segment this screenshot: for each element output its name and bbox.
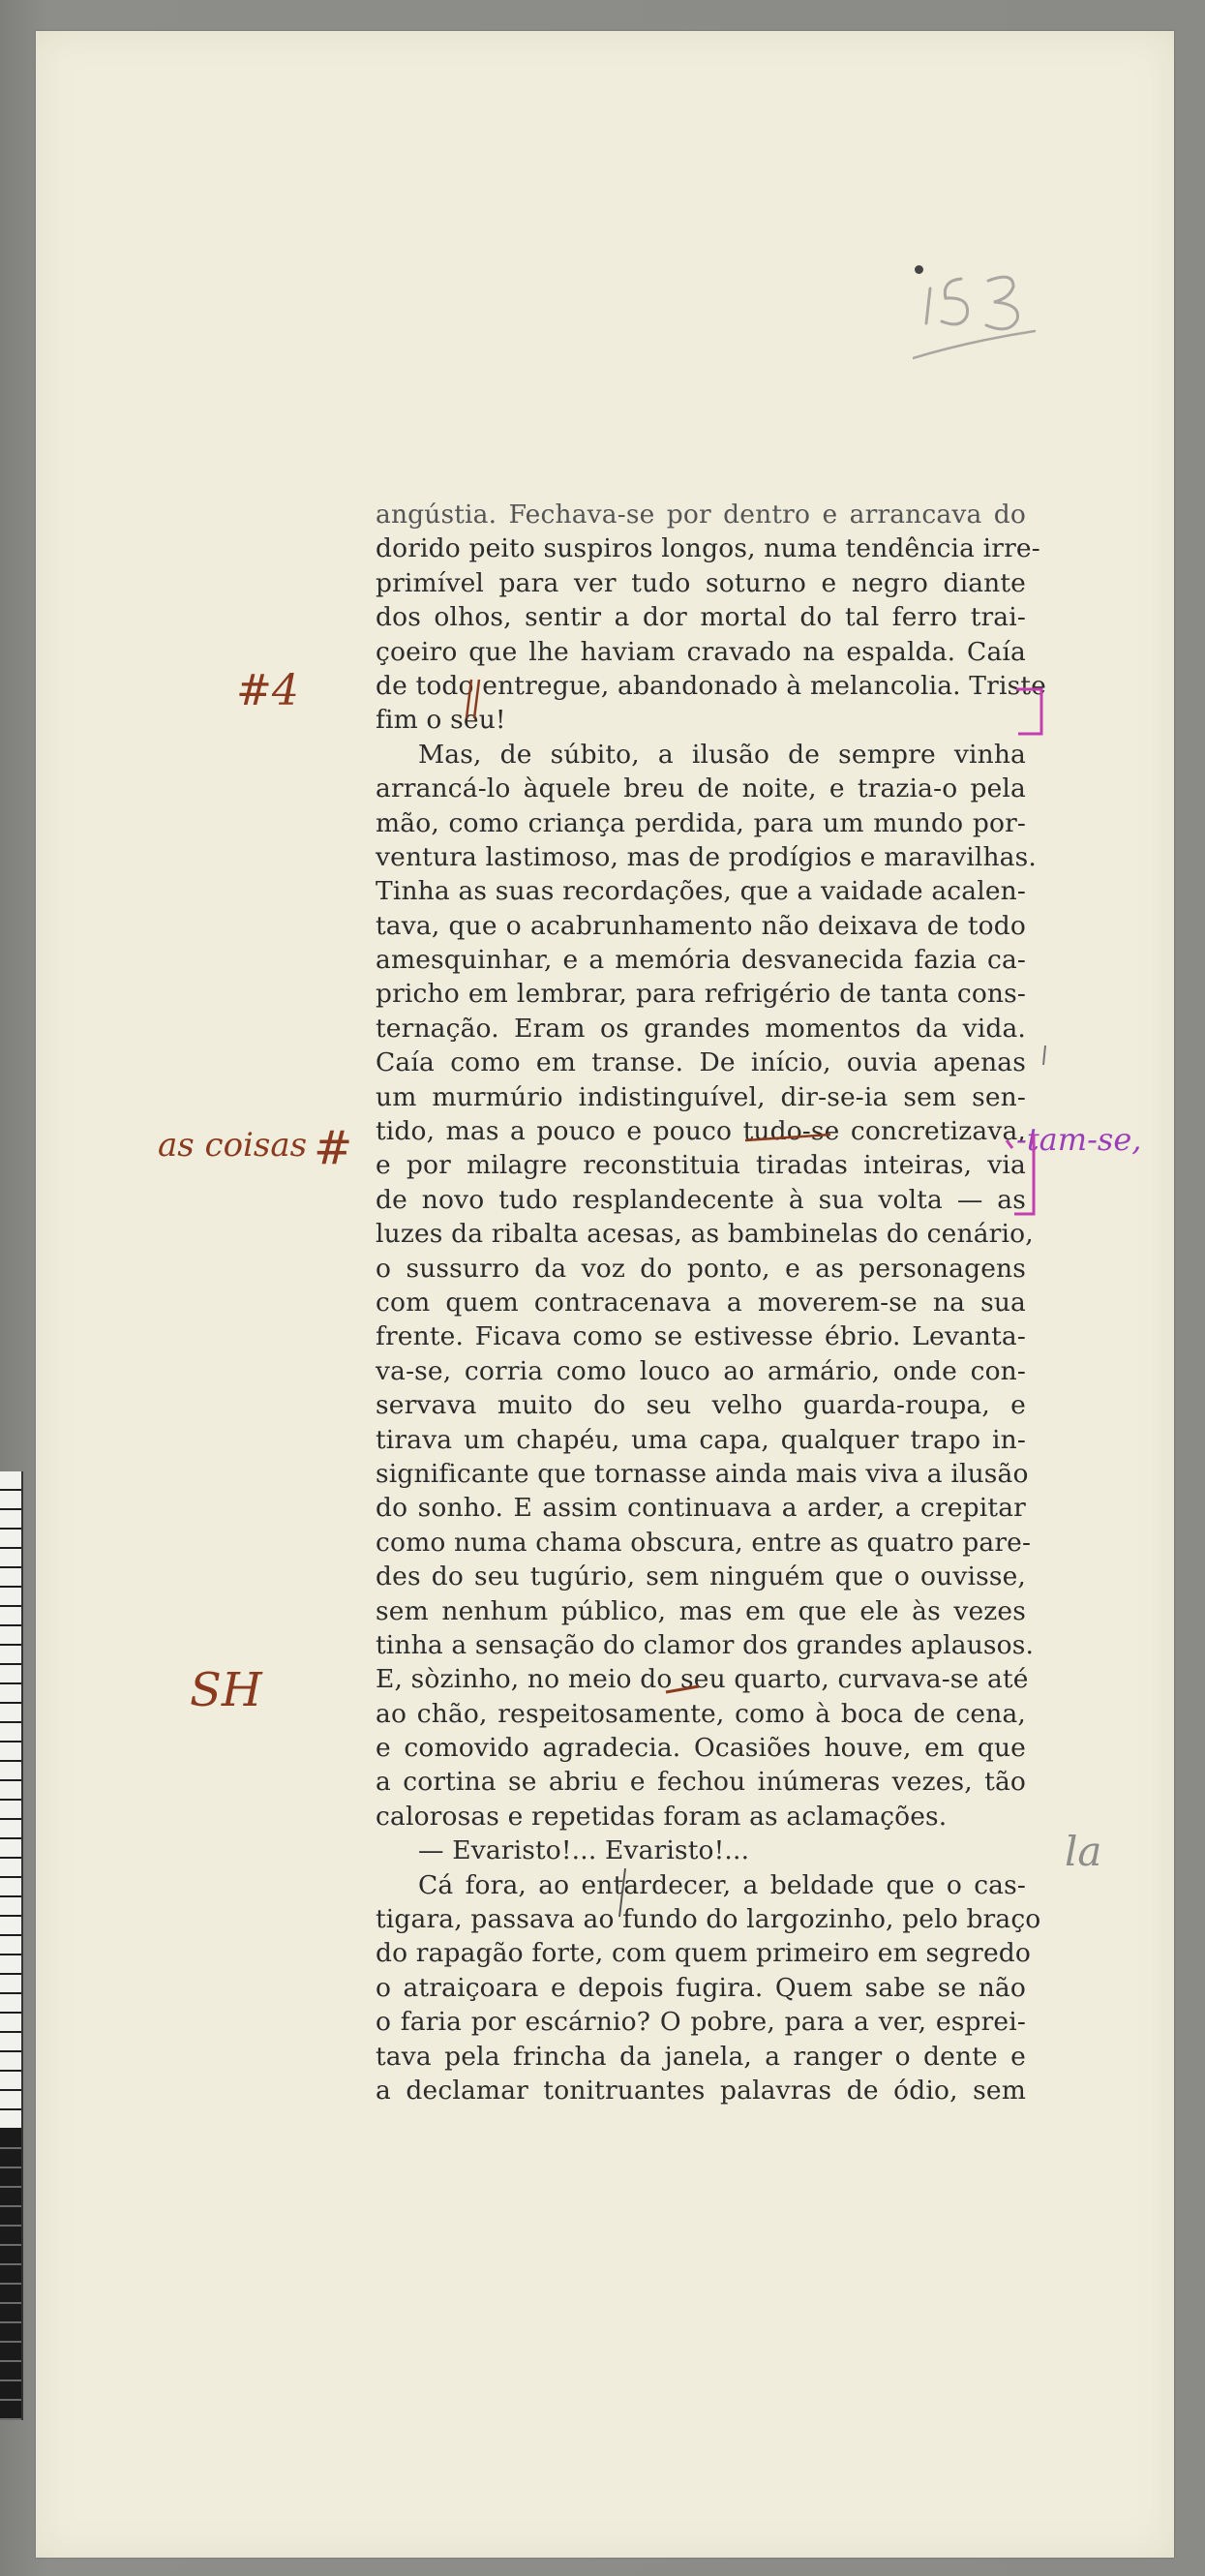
text-line: Cá fora, ao entardecer, a beldade que o cas-	[418, 1869, 1026, 1900]
annotation-sh: SH	[190, 1663, 262, 1717]
text-line: pricho em lembrar, para refrigério de tanta cons-	[376, 979, 1026, 1010]
ruler-dark-segment	[0, 2130, 21, 2420]
text-line: primível para ver tudo soturno e negro diante	[376, 567, 1026, 598]
text-line: frente. Ficava como se estivesse ébrio. Levanta-	[376, 1321, 1026, 1352]
text-line: angústia. Fechava-se por dentro e arrancava do	[376, 500, 1026, 530]
text-line: ventura lastimoso, mas de prodígios e maravilhas.	[376, 841, 1037, 872]
text-line: tinha a sensação do clamor dos grandes aplausos.	[376, 1629, 1035, 1660]
text-line: tigara, passava ao fundo do largozinho, pelo braço	[376, 1904, 1041, 1935]
text-line: çoeiro que lhe haviam cravado na espalda. Caía	[376, 636, 1026, 667]
text-line: de novo tudo resplandecente à sua volta — as	[376, 1184, 1026, 1215]
body-text	[376, 498, 1046, 2107]
text-line: significante que tornasse ainda mais viva a ilusão	[376, 1458, 1029, 1489]
handwritten-page-number	[913, 261, 1048, 368]
text-line: luzes da ribalta acesas, as bambinelas do cenário,	[376, 1219, 1034, 1250]
text-line: sem nenhum público, mas em que ele às vezes	[376, 1595, 1026, 1626]
text-line: dorido peito suspiros longos, numa tendência irre-	[376, 533, 1040, 564]
scale-ruler	[0, 1471, 23, 2420]
text-line: tido, mas a pouco e pouco tudo-se concretizava,	[376, 1116, 1026, 1147]
text-line: va-se, corria como louco ao armário, onde con-	[376, 1355, 1026, 1386]
text-line: tava, que o acabrunhamento não deixava de todo	[376, 910, 1026, 941]
annotation-hash-four: #4	[236, 666, 299, 715]
text-line: de todo entregue, abandonado à melancolia. Triste	[376, 670, 1046, 701]
text-line: e por milagre reconstituia tiradas inteiras, via	[376, 1150, 1026, 1181]
text-line: arrancá-lo àquele breu de noite, e trazia-o pela	[376, 773, 1026, 804]
annotation-la: la	[1065, 1828, 1102, 1875]
text-line: Caía como em transe. De início, ouvia apenas	[376, 1047, 1026, 1078]
text-line: E, sòzinho, no meio do seu quarto, curvava-se até	[376, 1664, 1029, 1695]
text-line: o atraiçoara e depois fugira. Quem sabe se não	[376, 1972, 1026, 2003]
text-line: dos olhos, sentir a dor mortal do tal ferro trai-	[376, 602, 1026, 633]
text-line: servava muito do seu velho guarda-roupa, e	[376, 1390, 1026, 1421]
text-line: — Evaristo!... Evaristo!...	[418, 1835, 750, 1866]
text-line: mão, como criança perdida, para um mundo por-	[376, 807, 1026, 838]
text-line: ao chão, respeitosamente, como à boca de cena,	[376, 1698, 1026, 1729]
text-line: tava pela frincha da janela, a ranger o dente e	[376, 2041, 1026, 2072]
annotation-hash: #	[314, 1121, 353, 1175]
text-line: do sonho. E assim continuava a arder, a crepitar	[376, 1493, 1026, 1524]
text-line: amesquinhar, e a memória desvanecida fazia ca-	[376, 945, 1026, 976]
text-line: tirava um chapéu, uma capa, qualquer trapo in-	[376, 1424, 1026, 1455]
text-line: calorosas e repetidas foram as aclamações.	[376, 1801, 948, 1832]
text-line: um murmúrio indistinguível, dir-se-ia sem sen-	[376, 1081, 1026, 1112]
text-line: a cortina se abriu e fechou inúmeras vezes, tão	[376, 1767, 1026, 1798]
text-line: com quem contracenava a moverem-se na sua	[376, 1287, 1026, 1318]
text-line: ternação. Eram os grandes momentos da vida.	[376, 1013, 1026, 1044]
text-line: do rapagão forte, com quem primeiro em segredo	[376, 1938, 1032, 1969]
text-line: como numa chama obscura, entre as quatro pare-	[376, 1527, 1032, 1558]
text-line: Tinha as suas recordações, que a vaidade acalen-	[376, 876, 1026, 907]
text-line: a declamar tonitruantes palavras de ódio, sem	[376, 2075, 1026, 2106]
text-line: e comovido agradecia. Ocasiões houve, em que	[376, 1733, 1026, 1764]
text-line: fim o seu!	[376, 705, 506, 736]
text-line: o faria por escárnio? O pobre, para a ver, esprei-	[376, 2007, 1026, 2038]
annotation-tam-se: -tam-se,	[1016, 1121, 1142, 1158]
text-line: o sussurro da voz do ponto, e as personagens	[376, 1253, 1026, 1284]
text-line: des do seu tugúrio, sem ninguém que o ouvisse,	[376, 1561, 1026, 1592]
text-line: Mas, de súbito, a ilusão de sempre vinha	[418, 739, 1026, 770]
annotation-as-coisas: as coisas	[158, 1126, 308, 1165]
